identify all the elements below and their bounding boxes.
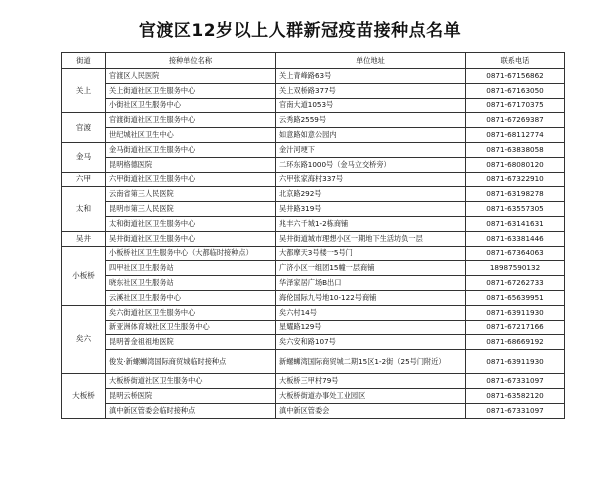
street-cell: 吴井 bbox=[62, 231, 106, 246]
table-row bbox=[62, 83, 565, 98]
table-row bbox=[62, 202, 565, 217]
table-row bbox=[62, 172, 565, 187]
header-street: 街道 bbox=[62, 53, 106, 69]
address-cell: 吴井街道城市理想小区一期地下生活坊负一层 bbox=[276, 231, 466, 246]
unit-cell: 昆明云桥医院 bbox=[106, 388, 276, 403]
unit-cell: 小板桥社区卫生服务中心（大都临时接种点） bbox=[106, 246, 276, 261]
unit-cell: 云南省第三人民医院 bbox=[106, 187, 276, 202]
unit-cell: 官渡街道社区卫生服务中心 bbox=[106, 113, 276, 128]
address-cell: 关上青峰路63号 bbox=[276, 69, 466, 84]
table-row bbox=[62, 403, 565, 418]
address-cell: 矣六安和路107号 bbox=[276, 335, 466, 350]
phone-cell: 0871-67262733 bbox=[466, 276, 565, 291]
street-cell: 太和 bbox=[62, 187, 106, 231]
address-cell: 云秀路2559号 bbox=[276, 113, 466, 128]
address-cell: 华泽家居广场B出口 bbox=[276, 276, 466, 291]
vaccination-sites-table bbox=[61, 52, 565, 419]
address-cell: 广济小区一组团15幢一层商铺 bbox=[276, 261, 466, 276]
street-cell: 大板桥 bbox=[62, 374, 106, 418]
address-cell: 星耀路129号 bbox=[276, 320, 466, 335]
phone-cell: 0871-63911930 bbox=[466, 305, 565, 320]
street-cell: 关上 bbox=[62, 69, 106, 113]
header-phone: 联系电话 bbox=[466, 53, 565, 69]
address-cell: 滇中新区管委会 bbox=[276, 403, 466, 418]
unit-cell: 金马街道社区卫生服务中心 bbox=[106, 142, 276, 157]
phone-cell: 0871-67322910 bbox=[466, 172, 565, 187]
table-row bbox=[62, 128, 565, 143]
phone-cell: 0871-68080120 bbox=[466, 157, 565, 172]
unit-cell: 昆明市第三人民医院 bbox=[106, 202, 276, 217]
phone-cell: 0871-67331097 bbox=[466, 403, 565, 418]
header-address: 单位地址 bbox=[276, 53, 466, 69]
page-title: 官渡区12岁以上人群新冠疫苗接种点名单 bbox=[138, 21, 462, 41]
address-cell: 二环东路1000号（金马立交桥旁） bbox=[276, 157, 466, 172]
address-cell: 大都摩天3号楼一5号门 bbox=[276, 246, 466, 261]
unit-cell: 四甲社区卫生服务站 bbox=[106, 261, 276, 276]
phone-cell: 0871-63381446 bbox=[466, 231, 565, 246]
phone-cell: 0871-67163050 bbox=[466, 83, 565, 98]
address-cell: 北京路292号 bbox=[276, 187, 466, 202]
table-row bbox=[62, 98, 565, 113]
table-row bbox=[62, 142, 565, 157]
unit-cell: 云溪社区卫生服务中心 bbox=[106, 290, 276, 305]
table-row bbox=[62, 246, 565, 261]
table-row bbox=[62, 305, 565, 320]
table-header-row bbox=[62, 53, 565, 69]
unit-cell: 小街社区卫生服务中心 bbox=[106, 98, 276, 113]
unit-cell: 大板桥街道社区卫生服务中心 bbox=[106, 374, 276, 389]
phone-cell: 0871-68669192 bbox=[466, 335, 565, 350]
address-cell: 大板桥街道办事处工业园区 bbox=[276, 388, 466, 403]
address-cell: 海伦国际九号地10-122号商铺 bbox=[276, 290, 466, 305]
table-row bbox=[62, 261, 565, 276]
unit-cell: 晓东社区卫生服务站 bbox=[106, 276, 276, 291]
table-row bbox=[62, 290, 565, 305]
table-body bbox=[62, 69, 565, 419]
address-cell: 兆丰六千城1-2栋商铺 bbox=[276, 216, 466, 231]
table-row bbox=[62, 216, 565, 231]
address-cell: 新螺蛳湾国际商贸城二期15区1-2街（25号门附近） bbox=[276, 350, 466, 374]
table-row bbox=[62, 374, 565, 389]
address-cell: 吴井路319号 bbox=[276, 202, 466, 217]
unit-cell: 关上街道社区卫生服务中心 bbox=[106, 83, 276, 98]
address-cell: 如意路如意公园内 bbox=[276, 128, 466, 143]
phone-cell: 0871-68112774 bbox=[466, 128, 565, 143]
phone-cell: 0871-63141631 bbox=[466, 216, 565, 231]
address-cell: 官南大道1053号 bbox=[276, 98, 466, 113]
table-row bbox=[62, 113, 565, 128]
table-row bbox=[62, 388, 565, 403]
unit-cell: 六甲街道社区卫生服务中心 bbox=[106, 172, 276, 187]
phone-cell: 0871-63557305 bbox=[466, 202, 565, 217]
phone-cell: 0871-67269387 bbox=[466, 113, 565, 128]
header-unit: 接种单位名称 bbox=[106, 53, 276, 69]
unit-cell: 世纪城社区卫生中心 bbox=[106, 128, 276, 143]
phone-cell: 0871-67170375 bbox=[466, 98, 565, 113]
unit-cell: 俊发·新螺蛳湾国际商贸城临时接种点 bbox=[106, 350, 276, 374]
unit-cell: 矣六街道社区卫生服务中心 bbox=[106, 305, 276, 320]
unit-cell: 新亚洲体育城社区卫生服务中心 bbox=[106, 320, 276, 335]
address-cell: 金汁河埂下 bbox=[276, 142, 466, 157]
phone-cell: 0871-67217166 bbox=[466, 320, 565, 335]
address-cell: 关上双桥路377号 bbox=[276, 83, 466, 98]
unit-cell: 滇中新区管委会临时接种点 bbox=[106, 403, 276, 418]
street-cell: 矣六 bbox=[62, 305, 106, 373]
phone-cell: 0871-63582120 bbox=[466, 388, 565, 403]
address-cell: 大板桥三甲村79号 bbox=[276, 374, 466, 389]
table-row bbox=[62, 231, 565, 246]
unit-cell: 吴井街道社区卫生服务中心 bbox=[106, 231, 276, 246]
table-row bbox=[62, 187, 565, 202]
table-row bbox=[62, 157, 565, 172]
unit-cell: 昆明格德医院 bbox=[106, 157, 276, 172]
street-cell: 金马 bbox=[62, 142, 106, 172]
phone-cell: 18987590132 bbox=[466, 261, 565, 276]
table-row bbox=[62, 335, 565, 350]
street-cell: 六甲 bbox=[62, 172, 106, 187]
unit-cell: 昆明普金祖祖地医院 bbox=[106, 335, 276, 350]
table-row bbox=[62, 276, 565, 291]
phone-cell: 0871-65639951 bbox=[466, 290, 565, 305]
unit-cell: 官渡区人民医院 bbox=[106, 69, 276, 84]
phone-cell: 0871-67364063 bbox=[466, 246, 565, 261]
phone-cell: 0871-67331097 bbox=[466, 374, 565, 389]
unit-cell: 太和街道社区卫生服务中心 bbox=[106, 216, 276, 231]
table-row bbox=[62, 320, 565, 335]
address-cell: 六甲张家海村337号 bbox=[276, 172, 466, 187]
phone-cell: 0871-63911930 bbox=[466, 350, 565, 374]
table-row bbox=[62, 69, 565, 84]
table-row bbox=[62, 350, 565, 374]
phone-cell: 0871-63838058 bbox=[466, 142, 565, 157]
phone-cell: 0871-67156862 bbox=[466, 69, 565, 84]
phone-cell: 0871-63198278 bbox=[466, 187, 565, 202]
street-cell: 官渡 bbox=[62, 113, 106, 143]
address-cell: 矣六村14号 bbox=[276, 305, 466, 320]
street-cell: 小板桥 bbox=[62, 246, 106, 305]
